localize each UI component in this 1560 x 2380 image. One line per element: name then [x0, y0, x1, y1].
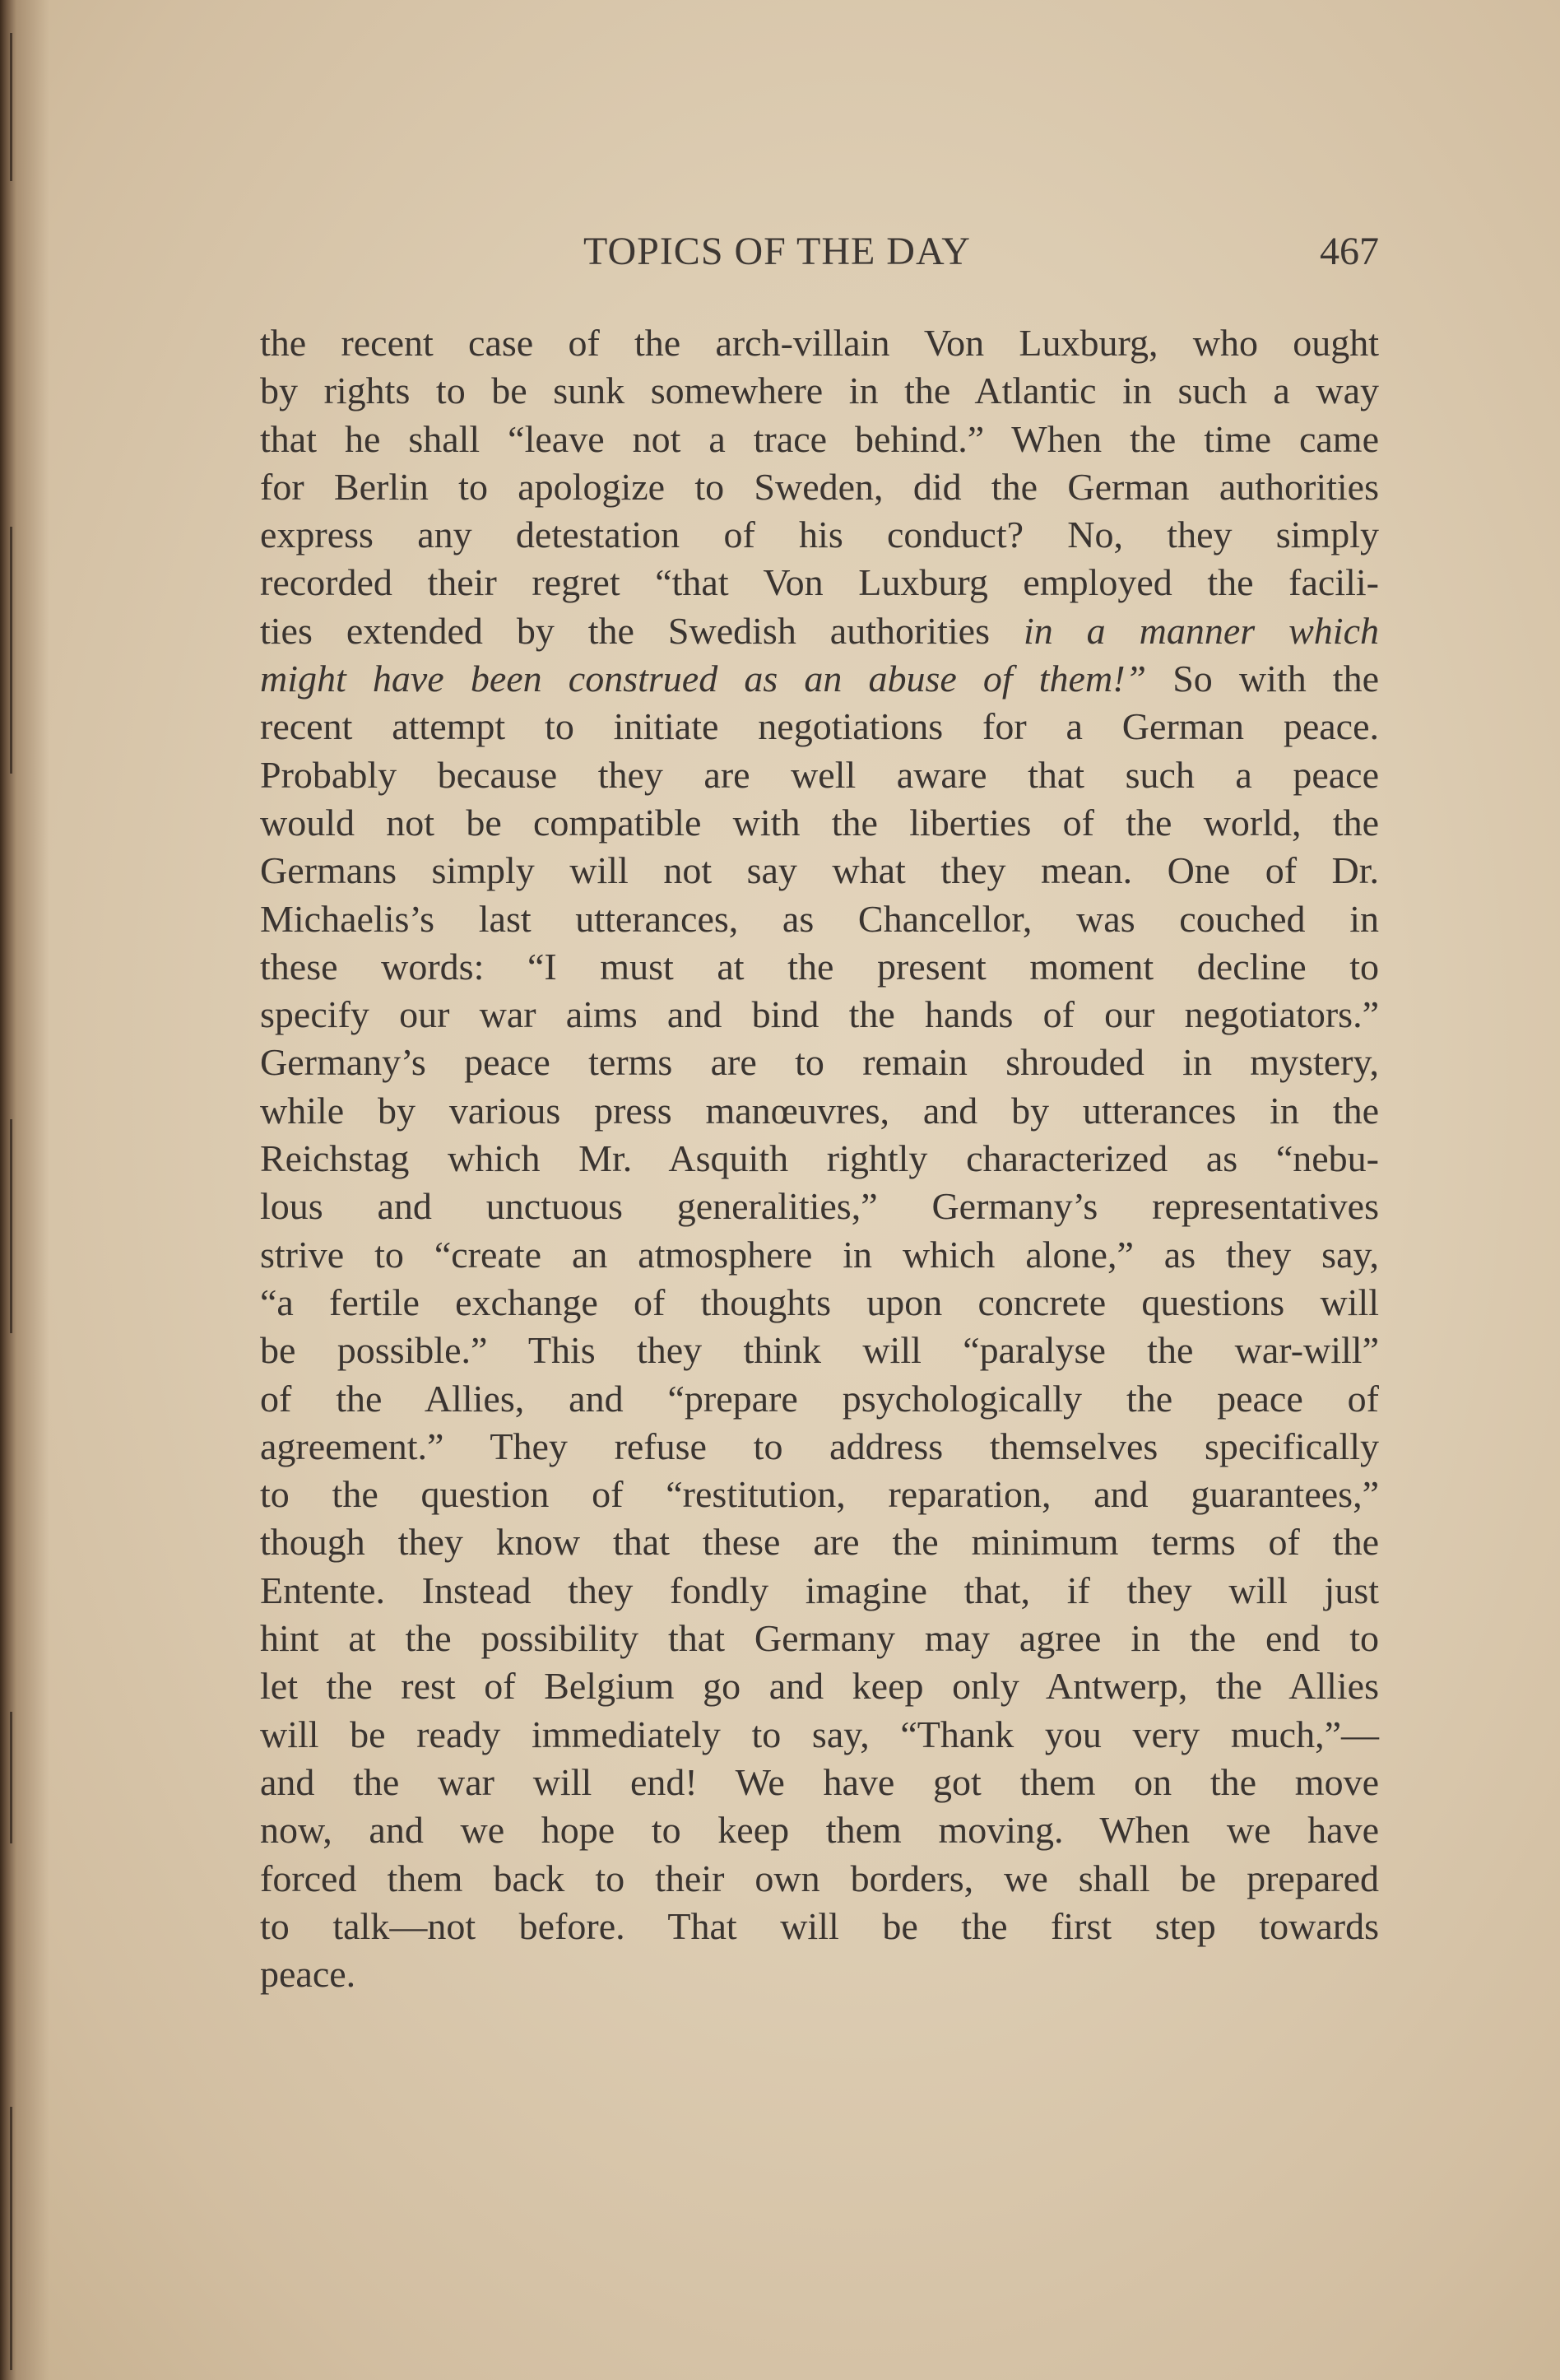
- text-line: Germany’s peace terms are to remain shrouded in mystery,: [260, 1041, 1379, 1084]
- text-line: be possible.” This they think will “paralyse the war-will”: [260, 1329, 1379, 1372]
- page-header: [260, 229, 1379, 278]
- text-line: Entente. Instead they fondly imagine that, if they will just: [260, 1569, 1379, 1611]
- text-line: by rights to be sunk somewhere in the Atlantic in such a way: [260, 370, 1379, 412]
- text-line: will be ready immediately to say, “Thank you very much,”—: [260, 1713, 1379, 1755]
- running-title: TOPICS OF THE DAY: [583, 230, 971, 273]
- gutter-shadow-line: [10, 2107, 12, 2370]
- text-segment: So with the: [1172, 658, 1380, 700]
- text-line: lous and unctuous generalities,” Germany’s representatives: [260, 1185, 1379, 1228]
- text-line: the recent case of the arch-villain Von Luxburg, who ought: [260, 322, 1379, 364]
- text-line: [260, 607, 1379, 655]
- text-line: to the question of “restitution, reparation, and guarantees,”: [260, 1473, 1379, 1516]
- text-line: now, and we hope to keep them moving. When we have: [260, 1809, 1379, 1852]
- gutter-shadow-line: [10, 1712, 12, 1843]
- text-line: let the rest of Belgium go and keep only Antwerp, the Allies: [260, 1665, 1379, 1708]
- text-line: recorded their regret “that Von Luxburg employed the facili-: [260, 561, 1379, 604]
- gutter-shadow-line: [10, 33, 12, 181]
- text-line: recent attempt to initiate negotiations for a German peace.: [260, 705, 1379, 748]
- text-line: strive to “create an atmosphere in which alone,” as they say,: [260, 1233, 1379, 1276]
- text-line: forced them back to their own borders, we shall be prepared: [260, 1857, 1379, 1899]
- text-line: though they know that these are the minimum terms of the: [260, 1521, 1379, 1564]
- binding-gutter: [0, 0, 49, 2380]
- text-line: would not be compatible with the liberties of the world, the: [260, 801, 1379, 844]
- text-line: of the Allies, and “prepare psychologically the peace of: [260, 1377, 1379, 1420]
- text-line: that he shall “leave not a trace behind.” When the time came: [260, 417, 1379, 460]
- page-number: 467: [1320, 230, 1379, 273]
- text-segment: ties extended by the Swedish authorities: [260, 609, 990, 652]
- text-line: and the war will end! We have got them on the move: [260, 1760, 1379, 1803]
- italic-text-segment: might have been construed as an abuse of them!”: [260, 658, 1147, 700]
- text-line: while by various press manœuvres, and by utterances in the: [260, 1089, 1379, 1132]
- gutter-shadow-line: [10, 527, 12, 774]
- text-line: Reichstag which Mr. Asquith rightly characterized as “nebu-: [260, 1137, 1379, 1180]
- text-line: hint at the possibility that Germany may agree in the end to: [260, 1617, 1379, 1660]
- body-text: [260, 319, 1379, 1998]
- text-line: Germans simply will not say what they mean. One of Dr.: [260, 849, 1379, 892]
- text-line: for Berlin to apologize to Sweden, did the German authorities: [260, 465, 1379, 508]
- text-line: peace.: [260, 1953, 356, 1996]
- text-line: Michaelis’s last utterances, as Chancellor, was couched in: [260, 897, 1379, 940]
- text-line: “a fertile exchange of thoughts upon concrete questions will: [260, 1281, 1379, 1323]
- text-line: agreement.” They refuse to address themselves specifically: [260, 1425, 1379, 1467]
- text-line: [260, 655, 1379, 703]
- text-line: these words: “I must at the present moment decline to: [260, 945, 1379, 988]
- italic-text-segment: in a manner which: [1023, 609, 1380, 652]
- text-line: express any detestation of his conduct? No, they simply: [260, 514, 1379, 556]
- text-line: specify our war aims and bind the hands of our negotiators.”: [260, 993, 1379, 1036]
- gutter-shadow-line: [10, 1119, 12, 1333]
- text-line: Probably because they are well aware that such a peace: [260, 753, 1379, 796]
- text-line: to talk—not before. That will be the first step towards: [260, 1904, 1379, 1947]
